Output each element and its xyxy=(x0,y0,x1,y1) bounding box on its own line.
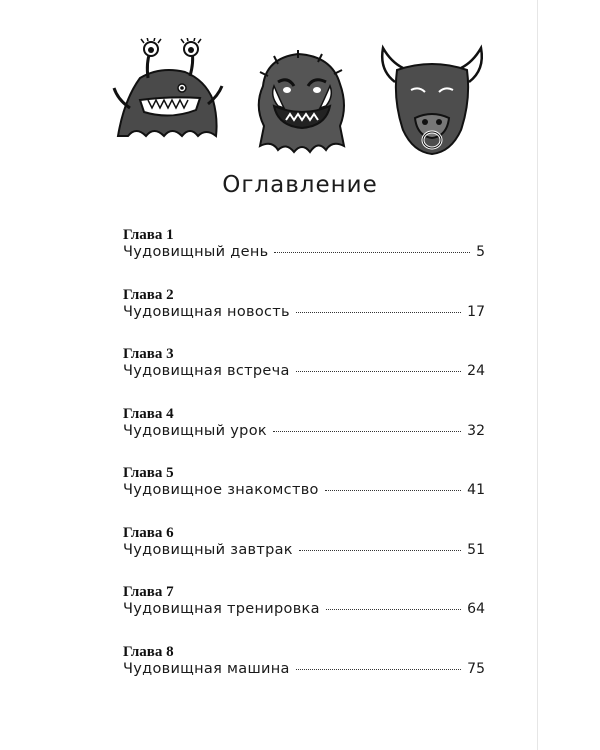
page-number: 51 xyxy=(467,541,485,558)
chapter-title: Чудовищная встреча xyxy=(123,363,290,379)
toc-heading: Оглавление xyxy=(222,172,378,198)
dot-leader xyxy=(299,550,461,551)
toc-entry[interactable] xyxy=(123,346,485,406)
toc-entry[interactable] xyxy=(123,525,485,585)
dot-leader xyxy=(296,371,461,372)
page-number: 5 xyxy=(476,244,485,260)
chapter-number: Глава 7 xyxy=(123,584,174,600)
page-number: 32 xyxy=(467,422,485,439)
horned-bull-monster-icon xyxy=(375,40,490,160)
chapter-title: Чудовищное знакомство xyxy=(123,482,319,498)
dot-leader xyxy=(326,609,461,610)
chapter-title: Чудовищная новость xyxy=(123,303,290,320)
page-number: 64 xyxy=(467,601,485,617)
chapter-title: Чудовищный урок xyxy=(123,422,267,439)
chapter-title: Чудовищная машина xyxy=(123,660,290,677)
table-of-contents xyxy=(123,227,485,703)
dot-leader xyxy=(296,312,461,313)
toc-entry[interactable] xyxy=(123,287,485,347)
dot-leader xyxy=(273,431,461,432)
dot-leader xyxy=(325,490,461,491)
dot-leader xyxy=(296,669,461,670)
chapter-title: Чудовищная тренировка xyxy=(123,601,320,617)
page-edge xyxy=(537,0,538,750)
monster-illustrations xyxy=(110,38,490,168)
hairy-tusked-monster-icon xyxy=(248,46,353,156)
page-number: 41 xyxy=(467,482,485,498)
chapter-number: Глава 3 xyxy=(123,346,174,362)
chapter-number: Глава 5 xyxy=(123,465,174,481)
chapter-number: Глава 1 xyxy=(123,227,174,243)
chapter-number: Глава 2 xyxy=(123,286,174,303)
toc-entry[interactable] xyxy=(123,227,485,287)
toc-entry[interactable] xyxy=(123,465,485,525)
toc-entry[interactable] xyxy=(123,584,485,644)
page-number: 24 xyxy=(467,363,485,379)
page-number: 75 xyxy=(467,660,485,677)
chapter-title: Чудовищный завтрак xyxy=(123,541,293,558)
chapter-number: Глава 6 xyxy=(123,524,174,541)
chapter-number: Глава 4 xyxy=(123,405,174,422)
page-number: 17 xyxy=(467,303,485,320)
antenna-monster-icon xyxy=(110,38,225,143)
chapter-number: Глава 8 xyxy=(123,643,174,660)
toc-entry[interactable] xyxy=(123,406,485,466)
chapter-title: Чудовищный день xyxy=(123,244,269,260)
dot-leader xyxy=(274,252,470,253)
toc-entry[interactable] xyxy=(123,644,485,704)
